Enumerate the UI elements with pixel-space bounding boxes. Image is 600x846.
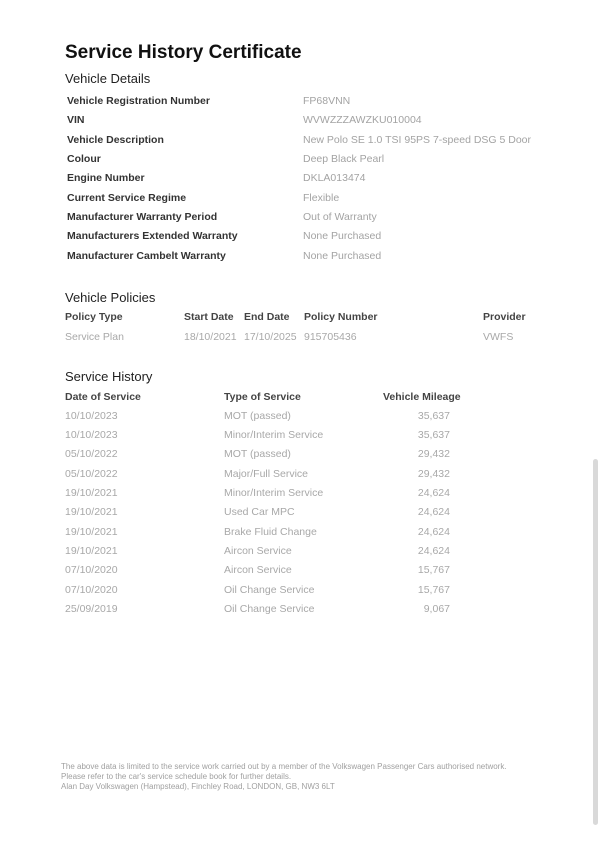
service-date-cell: 07/10/2020 [65, 584, 118, 596]
service-type-cell: MOT (passed) [224, 410, 291, 422]
service-mileage-cell: 24,624 [417, 545, 450, 557]
service-mileage-cell: 24,624 [417, 526, 450, 538]
service-type-cell: Minor/Interim Service [224, 487, 324, 499]
detail-label: Manufacturer Warranty Period [67, 211, 218, 223]
detail-value: Flexible [303, 192, 340, 204]
detail-value: WVWZZZAWZKU010004 [303, 114, 422, 126]
end-date-cell: 17/10/2025 [244, 331, 297, 343]
provider-header: Provider [483, 311, 526, 323]
policy-type-header: Policy Type [65, 311, 123, 323]
service-date-cell: 10/10/2023 [65, 410, 118, 422]
service-type-cell: Major/Full Service [224, 468, 309, 480]
detail-label: Current Service Regime [67, 192, 187, 204]
service-date-cell: 05/10/2022 [65, 468, 118, 480]
service-date-cell: 25/09/2019 [65, 603, 118, 615]
service-date-cell: 19/10/2021 [65, 487, 118, 499]
footer-disclaimer [61, 762, 507, 792]
service-type-cell: MOT (passed) [224, 448, 291, 460]
service-mileage-cell: 15,767 [417, 584, 450, 596]
detail-value: Deep Black Pearl [303, 153, 385, 165]
detail-label: Engine Number [67, 172, 145, 184]
detail-label: VIN [67, 114, 85, 126]
date-of-service-header: Date of Service [65, 391, 141, 403]
service-type-cell: Oil Change Service [224, 603, 315, 615]
service-mileage-cell: 29,432 [417, 468, 450, 480]
detail-value: FP68VNN [303, 95, 351, 107]
footer-line: The above data is limited to the service work carried out by a member of the Volkswagen Passenger Cars authorised network. [61, 762, 507, 771]
detail-label: Colour [67, 153, 101, 165]
detail-value: None Purchased [303, 230, 382, 242]
detail-label: Manufacturer Cambelt Warranty [67, 250, 226, 262]
service-date-cell: 19/10/2021 [65, 526, 118, 538]
detail-value: New Polo SE 1.0 TSI 95PS 7-speed DSG 5 Door [303, 134, 532, 146]
service-mileage-cell: 9,067 [423, 603, 450, 615]
detail-label: Vehicle Registration Number [67, 95, 210, 107]
detail-label: Manufacturers Extended Warranty [67, 230, 238, 242]
vehicle-policies-heading: Vehicle Policies [65, 290, 156, 305]
service-date-cell: 07/10/2020 [65, 564, 118, 576]
page-title: Service History Certificate [65, 42, 302, 63]
footer-line: Please refer to the car's service schedule book for further details. [61, 772, 292, 781]
start-date-header: Start Date [184, 311, 234, 323]
service-type-cell: Brake Fluid Change [224, 526, 317, 538]
provider-cell: VWFS [483, 331, 514, 343]
detail-label: Vehicle Description [67, 134, 164, 146]
policy-number-header: Policy Number [304, 311, 378, 323]
service-date-cell: 19/10/2021 [65, 545, 118, 557]
detail-value: None Purchased [303, 250, 382, 262]
service-date-cell: 10/10/2023 [65, 429, 118, 441]
start-date-cell: 18/10/2021 [184, 331, 237, 343]
service-type-cell: Aircon Service [224, 564, 292, 576]
service-date-cell: 19/10/2021 [65, 506, 118, 518]
policy-number-cell: 915705436 [304, 331, 357, 343]
service-mileage-cell: 24,624 [417, 487, 450, 499]
service-date-cell: 05/10/2022 [65, 448, 118, 460]
service-mileage-cell: 35,637 [417, 429, 450, 441]
end-date-header: End Date [244, 311, 290, 323]
service-type-cell: Minor/Interim Service [224, 429, 324, 441]
vehicle-details-heading: Vehicle Details [65, 71, 151, 86]
service-mileage-cell: 35,637 [417, 410, 450, 422]
service-type-cell: Used Car MPC [224, 506, 295, 518]
detail-value: Out of Warranty [303, 211, 377, 223]
type-of-service-header: Type of Service [224, 391, 301, 403]
service-type-cell: Aircon Service [224, 545, 292, 557]
service-mileage-cell: 24,624 [417, 506, 450, 518]
vehicle-mileage-header: Vehicle Mileage [383, 391, 461, 403]
service-history-heading: Service History [65, 369, 153, 384]
policy-type-cell: Service Plan [65, 331, 124, 343]
footer-line: Alan Day Volkswagen (Hampstead), Finchley Road, LONDON, GB, NW3 6LT [61, 782, 335, 791]
service-mileage-cell: 29,432 [417, 448, 450, 460]
detail-value: DKLA013474 [303, 172, 366, 184]
service-type-cell: Oil Change Service [224, 584, 315, 596]
service-mileage-cell: 15,767 [417, 564, 450, 576]
scrollbar-thumb[interactable] [593, 459, 598, 825]
